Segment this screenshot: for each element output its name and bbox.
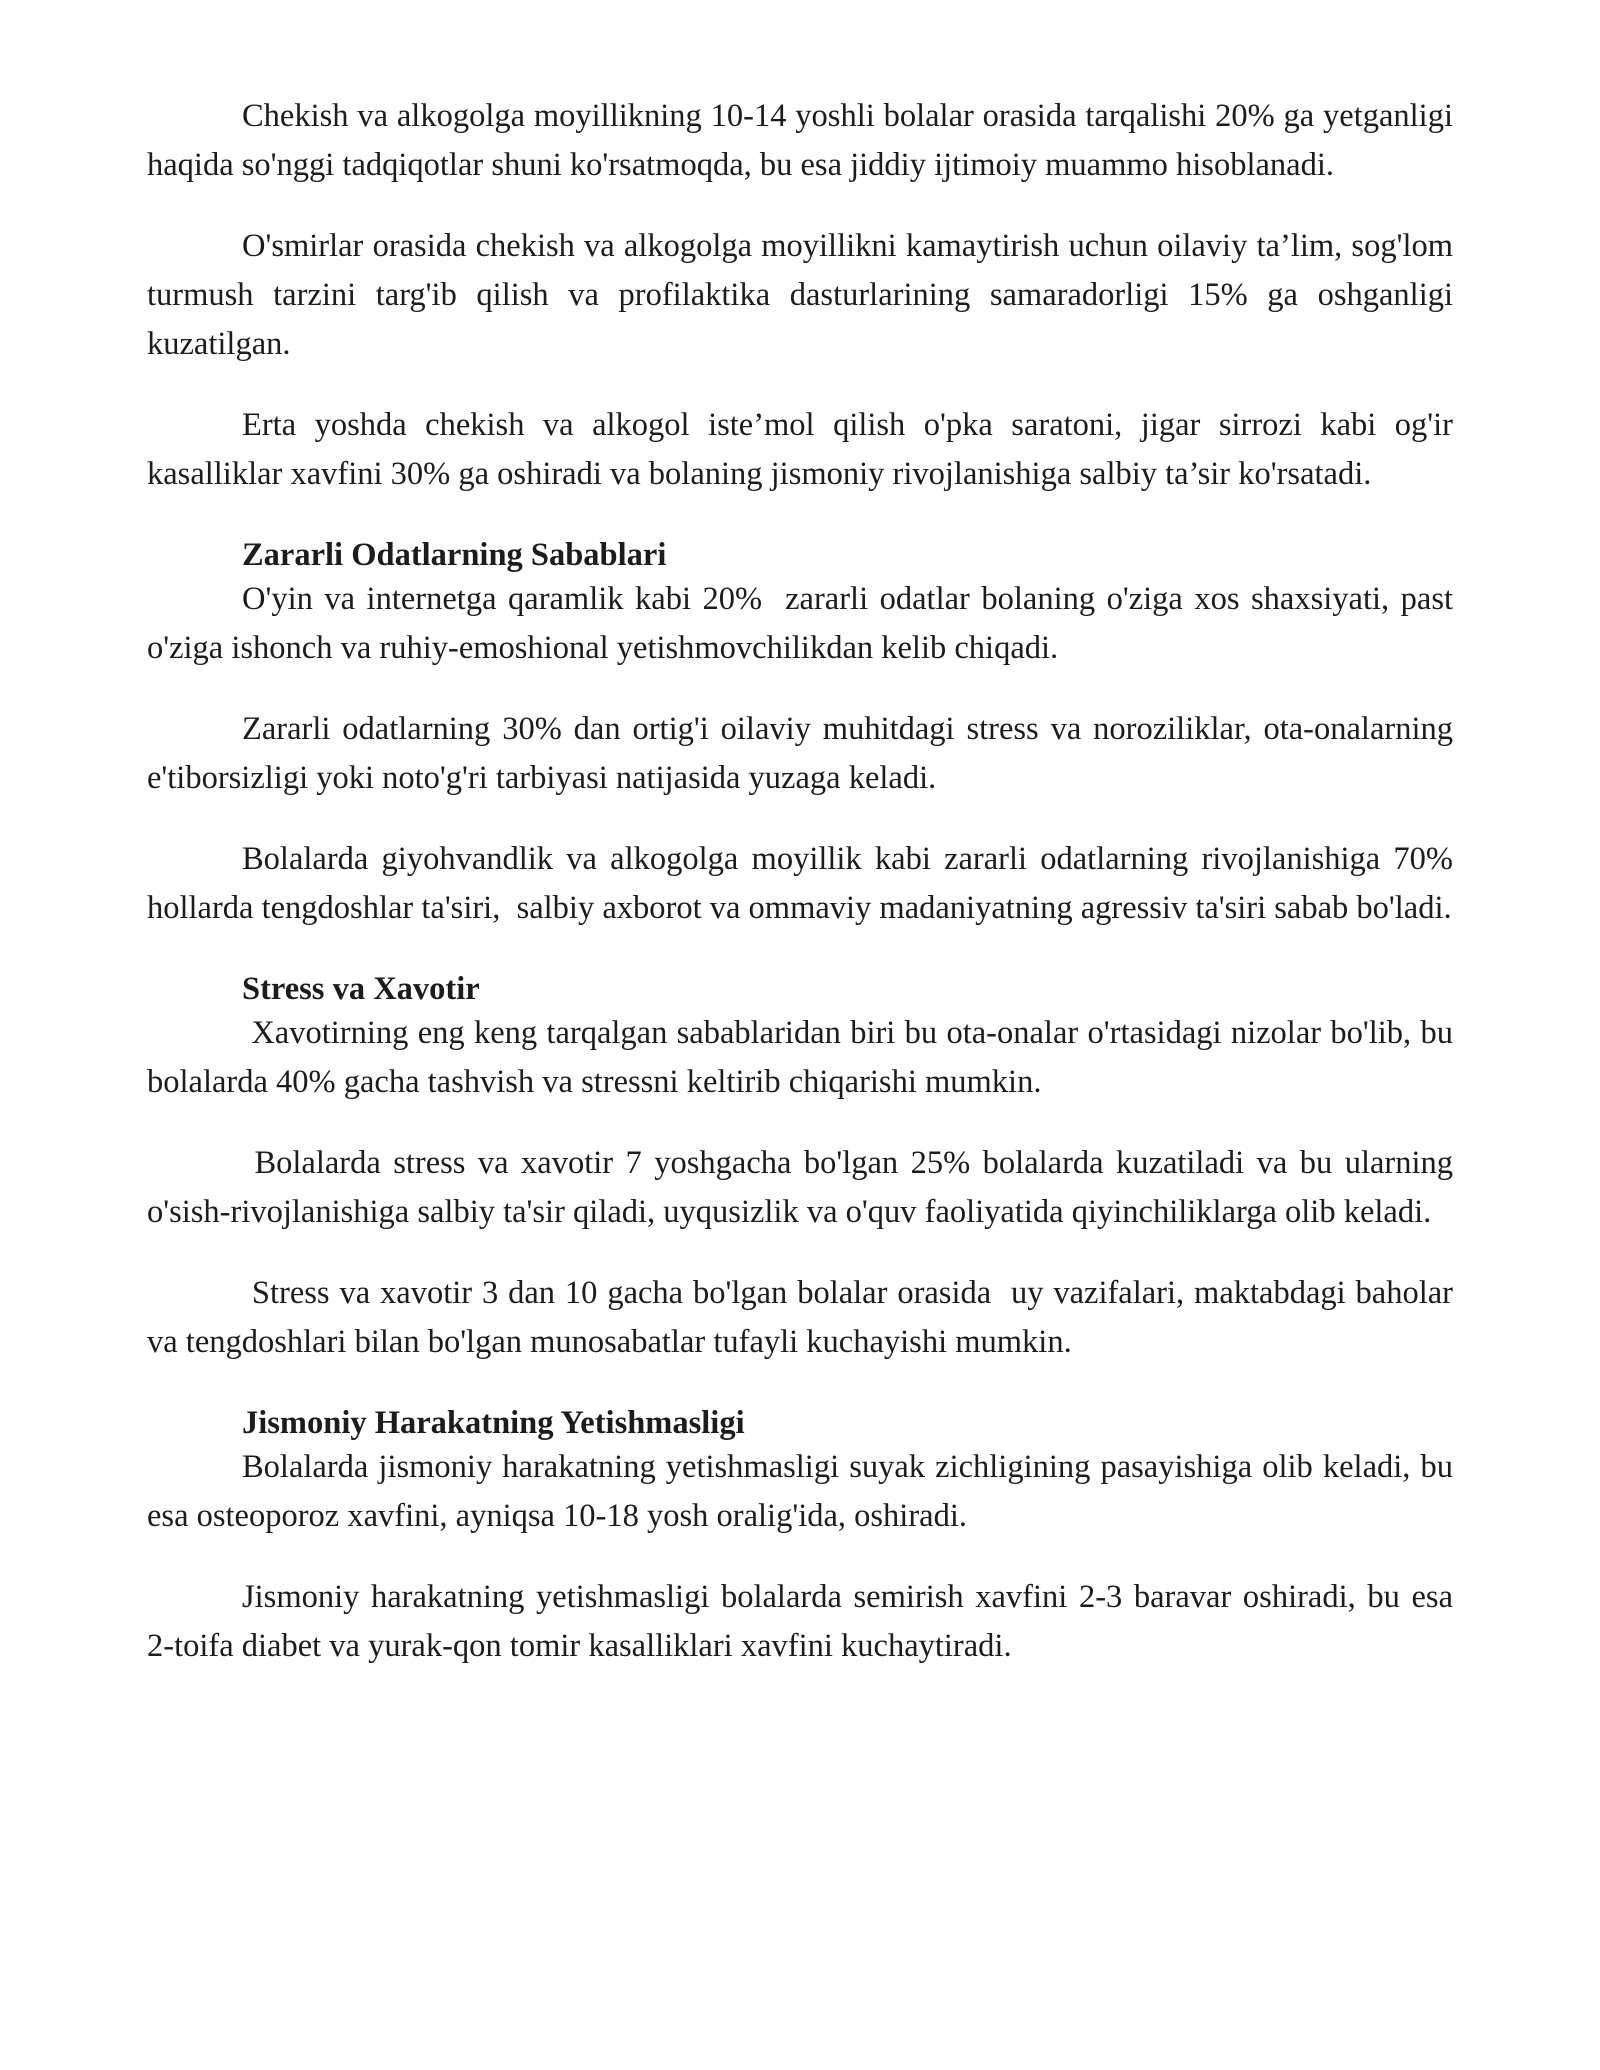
intro-paragraph-2: O'smirlar orasida chekish va alkogolga moyillikni kamaytirish uchun oilaviy ta’lim, sog'lom turmush tarzini targ'ib qilish va profilaktika dasturlarining samaradorligi 15% ga oshganligi kuzatilgan.: [147, 228, 1462, 362]
section-harmful-habits: [147, 535, 1462, 933]
section-heading: Zararli Odatlarning Sabablari: [242, 537, 667, 573]
section-physical-inactivity: [147, 1403, 1462, 1671]
section-paragraph: Bolalarda stress va xavotir 7 yoshgacha bo'lgan 25% bolalarda kuzatiladi va bu ularning o'sish-rivojlanishiga salbiy ta'sir qiladi, uyqusizlik va o'quv faoliyatida qiyinchiliklarga olib keladi.: [147, 1145, 1462, 1230]
section-heading: Jismoniy Harakatning Yetishmasligi: [242, 1405, 745, 1441]
section-heading: Stress va Xavotir: [242, 971, 480, 1007]
section-paragraph: Stress va xavotir 3 dan 10 gacha bo'lgan bolalar orasida uy vazifalari, maktabdagi baholar va tengdoshlari bilan bo'lgan munosabatlar tufayli kuchayishi mumkin.: [147, 1275, 1462, 1360]
section-paragraph: Bolalarda giyohvandlik va alkogolga moyillik kabi zararli odatlarning rivojlanishiga 70% hollarda tengdoshlar ta'siri, salbiy axborot va ommaviy madaniyatning agressiv ta'siri sabab bo'ladi.: [147, 841, 1462, 926]
intro-paragraph-1: Chekish va alkogolga moyillikning 10-14 yoshli bolalar orasida tarqalishi 20% ga yetganligi haqida so'nggi tadqiqotlar shuni ko'rsatmoqda, bu esa jiddiy ijtimoiy muammo hisoblanadi.: [147, 98, 1462, 183]
section-paragraph: Xavotirning eng keng tarqalgan sabablaridan biri bu ota-onalar o'rtasidagi nizolar bo'lib, bu bolalarda 40% gacha tashvish va stressni keltirib chiqarishi mumkin.: [147, 1015, 1462, 1100]
document-page: [147, 92, 1462, 1703]
section-paragraph: Jismoniy harakatning yetishmasligi bolalarda semirish xavfini 2-3 baravar oshiradi, bu esa 2-toifa diabet va yurak-qon tomir kasalliklari xavfini kuchaytiradi.: [147, 1579, 1462, 1664]
section-paragraph: Zararli odatlarning 30% dan ortig'i oilaviy muhitdagi stress va noroziliklar, ota-onalarning e'tiborsizligi yoki noto'g'ri tarbiyasi natijasida yuzaga keladi.: [147, 711, 1462, 796]
section-paragraph: O'yin va internetga qaramlik kabi 20% zararli odatlar bolaning o'ziga xos shaxsiyati, past o'ziga ishonch va ruhiy-emoshional yetishmovchilikdan kelib chiqadi.: [147, 581, 1462, 666]
section-paragraph: Bolalarda jismoniy harakatning yetishmasligi suyak zichligining pasayishiga olib keladi, bu esa osteoporoz xavfini, ayniqsa 10-18 yosh oralig'ida, oshiradi.: [147, 1449, 1462, 1534]
intro-paragraph-3: Erta yoshda chekish va alkogol iste’mol qilish o'pka saratoni, jigar sirrozi kabi og'ir kasalliklar xavfini 30% ga oshiradi va bolaning jismoniy rivojlanishiga salbiy ta’sir ko'rsatadi.: [147, 407, 1462, 492]
section-stress-anxiety: [147, 969, 1462, 1367]
